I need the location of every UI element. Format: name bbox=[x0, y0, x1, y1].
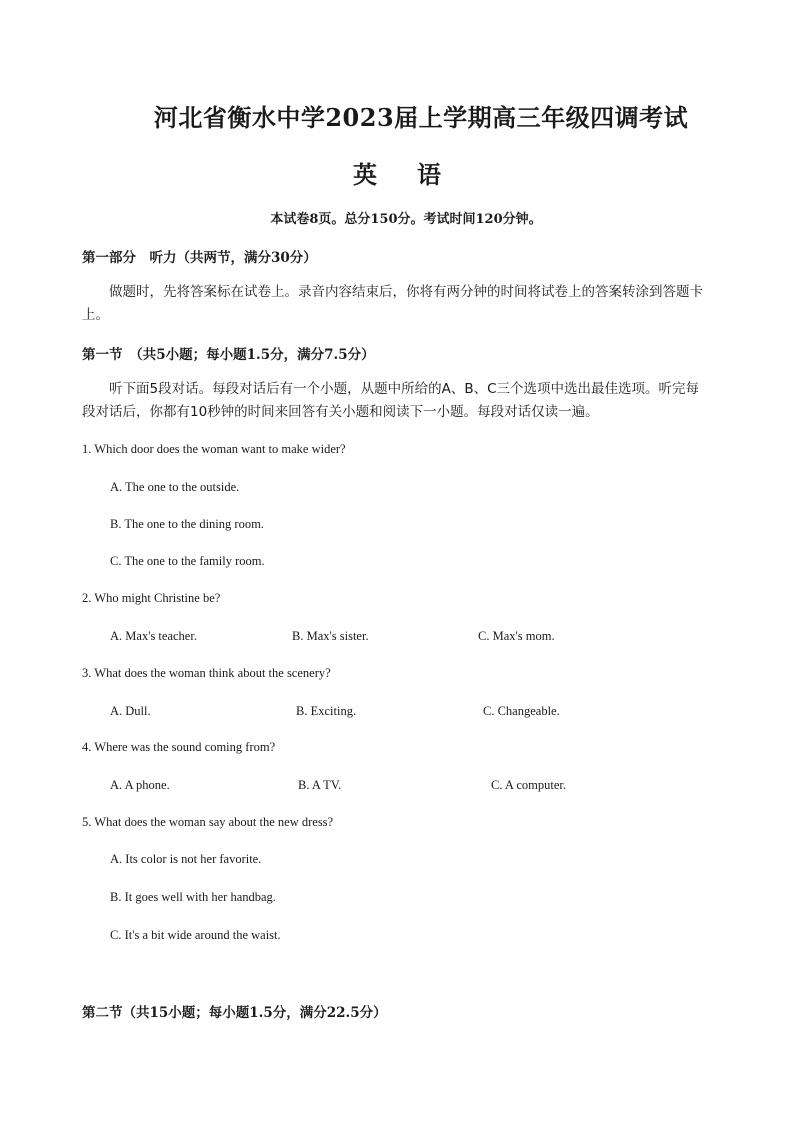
exam-info: 本试卷8页。总分150分。考试时间120分钟。 bbox=[270, 212, 542, 227]
question-2: 2. Who might Christine be? bbox=[82, 591, 221, 605]
question-1: 1. Which door does the woman want to make wider? bbox=[82, 442, 346, 456]
q3-option-b: B. Exciting. bbox=[296, 704, 357, 718]
q4-option-b: B. A TV. bbox=[298, 778, 342, 792]
exam-title: 河北省衡水中学2023届上学期高三年级四调考试 bbox=[153, 103, 689, 132]
section2-heading: 第二节（共15小题；每小题1.5分，满分22.5分） bbox=[82, 1005, 387, 1021]
question-5: 5. What does the woman say about the new dress? bbox=[82, 815, 334, 829]
exam-subject: 英 语 bbox=[353, 160, 449, 189]
section1-instructions: 听下面5段对话。每段对话后有一个小题，从题中所给的A、B、C三个选项中选出最佳选项。听完每段对话后，你都有10秒钟的时间来回答有关小题和阅读下一小题。每段对话仅读一遍。 bbox=[82, 381, 700, 420]
q5-option-b: B. It goes well with her handbag. bbox=[110, 890, 276, 904]
question-3: 3. What does the woman think about the scenery? bbox=[82, 666, 331, 680]
q5-option-c: C. It's a bit wide around the waist. bbox=[110, 928, 281, 942]
q1-option-a: A. The one to the outside. bbox=[110, 480, 240, 494]
q4-option-c: C. A computer. bbox=[491, 778, 566, 792]
q1-option-c: C. The one to the family room. bbox=[110, 554, 265, 568]
part1-heading: 第一部分 听力（共两节，满分30分） bbox=[82, 250, 317, 266]
q3-option-c: C. Changeable. bbox=[483, 704, 560, 718]
q2-option-a: A. Max's teacher. bbox=[110, 629, 197, 643]
q1-option-b: B. The one to the dining room. bbox=[110, 517, 264, 531]
section1-heading: 第一节 （共5小题；每小题1.5分，满分7.5分） bbox=[82, 347, 375, 363]
q2-option-c: C. Max's mom. bbox=[478, 629, 555, 643]
part1-instructions: 做题时，先将答案标在试卷上。录音内容结束后，你将有两分钟的时间将试卷上的答案转涂到答题卡上。 bbox=[82, 284, 703, 323]
question-4: 4. Where was the sound coming from? bbox=[82, 740, 276, 754]
q3-option-a: A. Dull. bbox=[110, 704, 151, 718]
q2-option-b: B. Max's sister. bbox=[292, 629, 369, 643]
q4-option-a: A. A phone. bbox=[110, 778, 170, 792]
q5-option-a: A. Its color is not her favorite. bbox=[110, 852, 262, 866]
